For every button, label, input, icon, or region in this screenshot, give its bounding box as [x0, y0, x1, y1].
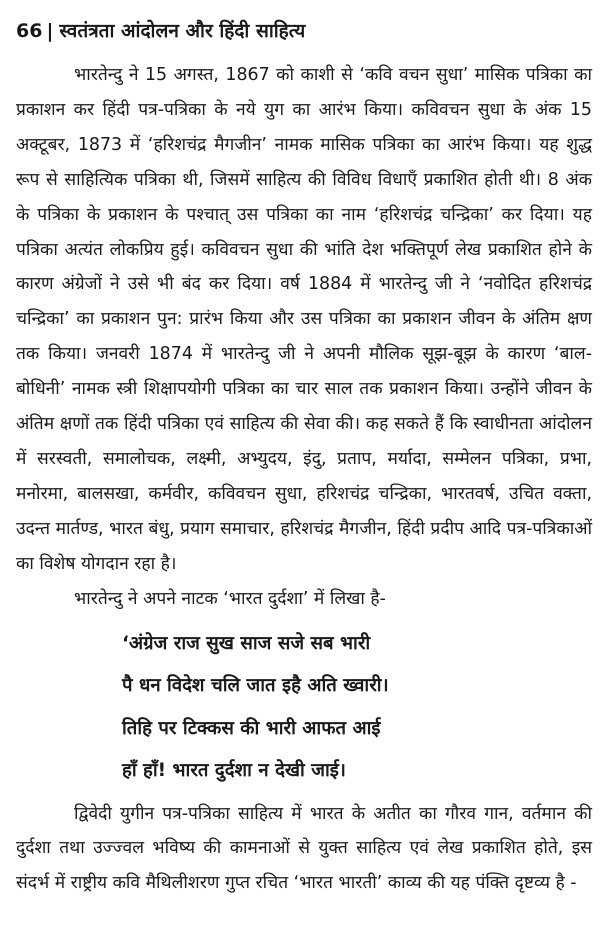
running-header — [16, 18, 592, 44]
poem-quote — [122, 623, 592, 793]
body-paragraph-3: द्विवेदी युगीन पत्र-पत्रिका साहित्य में भारत के अतीत का गौरव गान, वर्तमान की दुर्दशा तथा उज्ज्वल भविष्य की कामनाओं से युक्त साहित्य एवं लेख प्रकाशित होते, इस संदर्भ में राष्ट्रीय कवि मैथिलीशरण गुप्त रचित ‘भारत भारती’ काव्य की यह पंक्ति दृष्टव्य है - — [16, 803, 592, 894]
header-separator: | — [46, 20, 54, 42]
body-paragraph-1: भारतेन्दु ने 15 अगस्त, 1867 को काशी से ‘कवि वचन सुधा’ मासिक पत्रिका का प्रकाशन कर हिंदी पत्र-पत्रिका के नये युग का आरंभ किया। कविवचन सुधा के अंक 15 अक्टूबर, 1873 में ‘हरिशचंद्र मैगजीन’ नामक मासिक पत्रिका का आरंभ किया। यह शुद्ध रूप से साहित्यिक पत्रिका थी, जिसमें साहित्य की विविध विधाएँ प्रकाशित होती थी। 8 अंक के पत्रिका के प्रकाशन के पश्चात् उस पत्रिका का नाम ‘हरिशचंद्र चन्द्रिका’ कर दिया। यह पत्रिका अत्यंत लोकप्रिय हुई। कविवचन सुधा की भांति देश भक्तिपूर्ण लेख प्रकाशित होने के कारण अंग्रेजों ने उसे भी बंद कर दिया। वर्ष 1884 में भारतेन्दु जी ने ‘नवोदित हरिशचंद्र चन्द्रिका’ का प्रकाशन पुन: प्रारंभ किया और उस पत्रिका का प्रकाशन जीवन के अंतिम क्षण तक किया। जनवरी 1874 में भारतेन्दु जी ने अपनी मौलिक सूझ-बूझ के कारण ‘बाल-बोधिनी’ नामक स्त्री शिक्षापयोगी पत्रिका का चार साल तक प्रकाशन किया। उन्होंने जीवन के अंतिम क्षणों तक हिंदी पत्रिका एवं साहित्य की सेवा की। कह सकते हैं कि स्वाधीनता आंदोलन में सरस्वती, समालोचक, लक्ष्मी, अभ्युदय, इंदु, प्रताप, मर्यादा, सम्मेलन पत्रिका, प्रभा, मनोरमा, बालसखा, कर्मवीर, कविवचन सुधा, हरिशचंद्र चन्द्रिका, भारतवर्ष, उचित वक्ता, उदन्त मार्तण्ड, भारत बंधु, प्रयाग समाचार, हरिशचंद्र मैगजीन, हिंदी प्रदीप आदि पत्र-पत्रिकाओं का विशेष योगदान रहा है। — [16, 65, 592, 574]
poem-line: पै धन विदेश चलि जात इहै अति ख्वारी। — [122, 675, 389, 696]
body-paragraph-2: भारतेन्दु ने अपने नाटक ‘भारत दुर्दशा’ में लिखा है- — [74, 588, 386, 609]
poem-line: हाँ हाँ! भारत दुर्दशा न देखी जाई। — [122, 760, 346, 781]
page-number: 66 — [16, 20, 43, 42]
chapter-title: स्वतंत्रता आंदोलन और हिंदी साहित्य — [59, 20, 306, 42]
poem-line: तिहि पर टिक्कस की भारी आफत आई — [122, 717, 381, 739]
poem-line: ‘अंग्रेज राज सुख साज सजे सब भारी — [122, 632, 371, 654]
